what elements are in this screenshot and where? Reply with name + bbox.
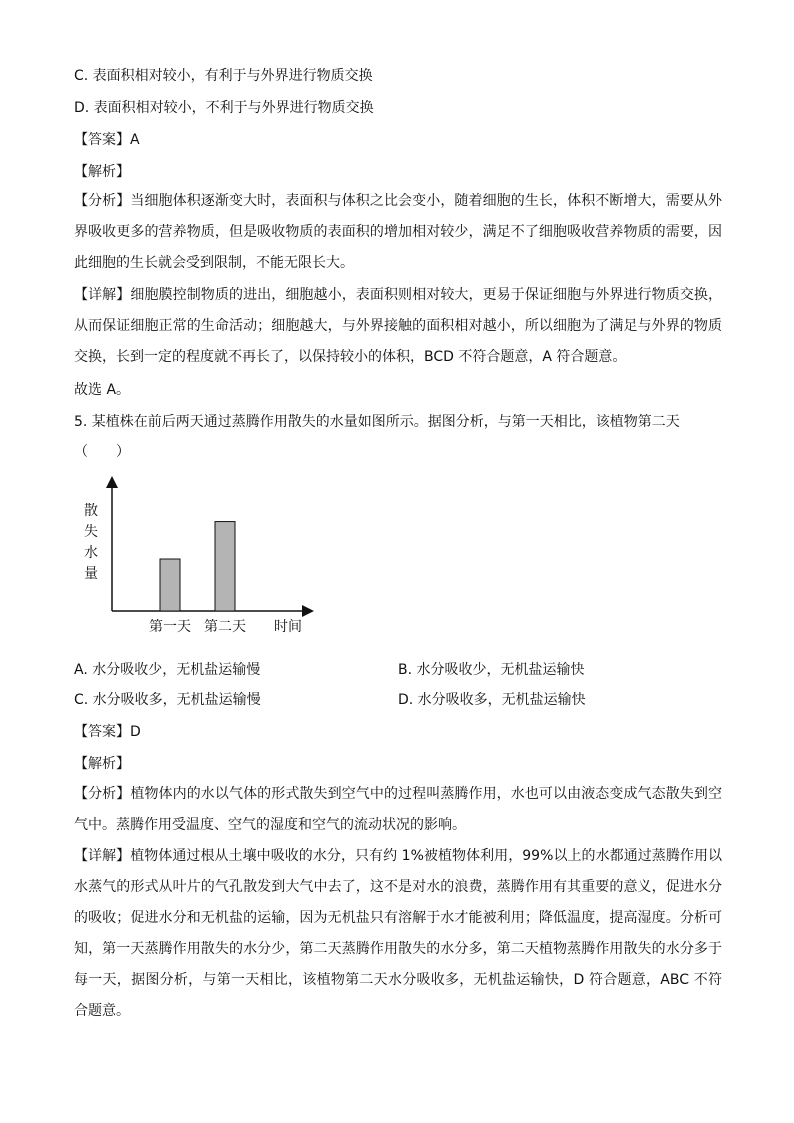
y-label-char: 水 [84, 545, 98, 561]
option-c: C. 水分吸收多，无机盐运输慢 [74, 692, 261, 708]
conclusion: 故选 A。 [74, 382, 131, 398]
bar-chart [80, 470, 320, 640]
xiangjie-text: 细胞膜控制物质的进出，细胞越小，表面积则相对较大，更易于保证细胞与外界进行物质交换，从而保证细胞正常的生命活动；细胞越大，与外界接触的面积相对越小，所以细胞为了满足与外界的物质交换，长到一定的程度就不再长了，以保持较小的体积，BCD 不符合题意，A 符合题意。 [74, 287, 723, 365]
fenxi-paragraph [74, 186, 722, 279]
answer-line [74, 130, 140, 150]
answer-line [74, 722, 141, 742]
fenxi-text: 植物体内的水以气体的形式散失到空气中的过程叫蒸腾作用，水也可以由液态变成气态散失到空气中。蒸腾作用受温度、空气的湿度和空气的流动状况的影响。 [74, 786, 723, 833]
xiangjie-paragraph [74, 841, 722, 1027]
x-tick-label-1: 第一天 [149, 619, 191, 635]
option-d: D. 表面积相对较小，不利于与外界进行物质交换 [74, 100, 374, 116]
x-tick-label-2: 第二天 [204, 619, 246, 635]
fenxi-text: 当细胞体积逐渐变大时，表面积与体积之比会变小，随着细胞的生长，体积不断增大，需要从外界吸收更多的营养物质，但是吸收物质的表面积的增加相对较少，满足不了细胞吸收营养物质的需要，因此细胞的生长就会受到限制，不能无限长大。 [74, 193, 723, 271]
analysis-label: 【解析】 [74, 164, 130, 180]
y-label-char: 散 [84, 503, 98, 519]
fenxi-label: 【分析】 [74, 786, 131, 802]
y-label-char: 失 [84, 524, 98, 540]
option-d: D. 水分吸收多，无机盐运输快 [398, 692, 586, 708]
answer-blank: （ ） [74, 444, 130, 460]
analysis-label: 【解析】 [74, 756, 130, 772]
y-axis-label [84, 502, 98, 582]
answer-value: D [130, 724, 141, 740]
answer-label: 【答案】 [74, 132, 130, 148]
xiangjie-label: 【详解】 [74, 848, 131, 864]
option-b: B. 水分吸收少，无机盐运输快 [398, 662, 585, 678]
option-a: A. 水分吸收少，无机盐运输慢 [74, 662, 261, 678]
bar-1 [160, 559, 180, 611]
answer-label: 【答案】 [74, 724, 130, 740]
xiangjie-text: 植物体通过根从土壤中吸收的水分，只有约 1%被植物体利用，99%以上的水都通过蒸腾作用以水蒸气的形式从叶片的气孔散发到大气中去了，这不是对水的浪费，蒸腾作用有其重要的意义，促进水分的吸收；促进水分和无机盐的运输，因为无机盐只有溶解于水才能被利用；降低温度，提高湿度。分析可知，第一天蒸腾作用散失的水分少，第二天蒸腾作用散失的水分多，第二天植物蒸腾作用散失的水分多于每一天，据图分析，与第一天相比，该植物第二天水分吸收多，无机盐运输快，D 符合题意，ABC 不符合题意。 [74, 848, 722, 1019]
fenxi-label: 【分析】 [74, 193, 131, 209]
answer-value: A [130, 132, 140, 148]
x-axis-label: 时间 [274, 619, 302, 635]
xiangjie-paragraph [74, 280, 722, 373]
question-stem: 5. 某植株在前后两天通过蒸腾作用散失的水量如图所示。据图分析，与第一天相比，该植物第二天 [74, 414, 680, 430]
y-label-char: 量 [84, 566, 98, 582]
bar-2 [215, 522, 235, 611]
fenxi-paragraph [74, 779, 722, 841]
option-c: C. 表面积相对较小，有利于与外界进行物质交换 [74, 68, 373, 84]
xiangjie-label: 【详解】 [74, 287, 131, 303]
